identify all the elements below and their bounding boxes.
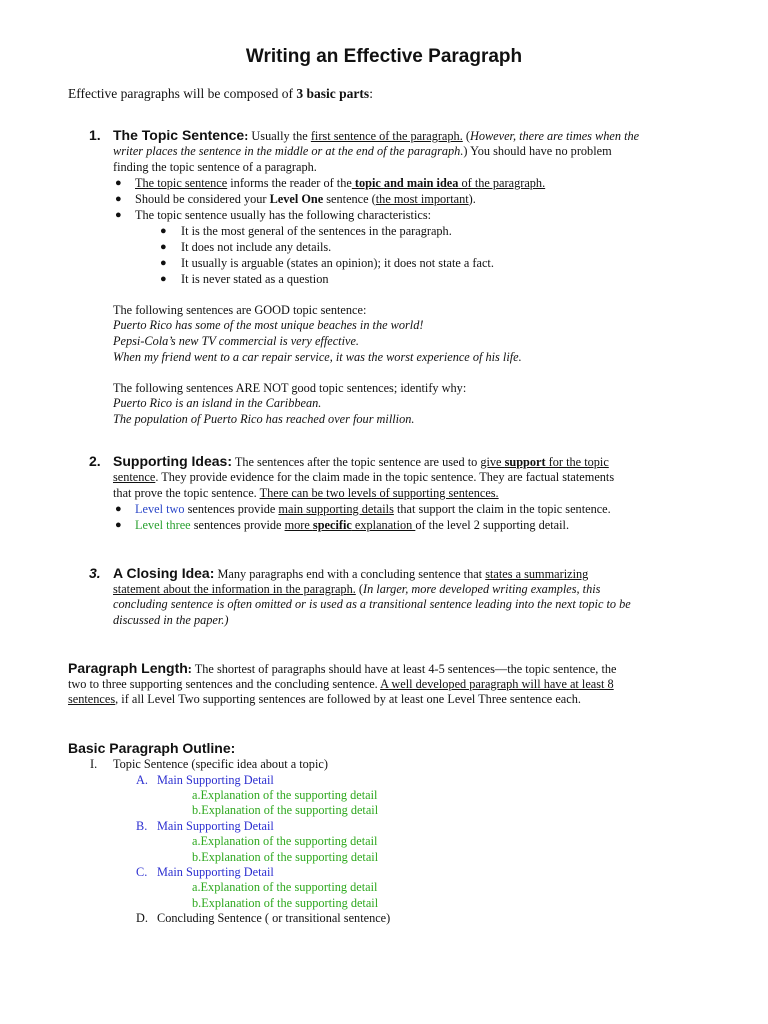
length-line-2 [68, 677, 614, 692]
topic-b1b: informs the reader of the [227, 176, 352, 190]
closing-line-2 [113, 582, 600, 597]
sub-letter: a. [192, 788, 201, 802]
support-b1d: that support the claim in the topic sentence. [393, 502, 611, 516]
support-l1c: support [504, 455, 546, 469]
good-example-1: Puerto Rico has some of the most unique beaches in the world! [113, 318, 424, 332]
length-line-1 [68, 661, 616, 677]
closing-line-3: concluding sentence is often omitted or is used as a transitional sentence leading into the next topic to be [113, 597, 631, 611]
topic-p1-paren: ( [462, 129, 470, 143]
outline-letter-c: C. [136, 865, 148, 879]
outline-sub-c-a [192, 880, 377, 895]
topic-line-3: finding the topic sentence of a paragraph. [113, 160, 317, 174]
topic-sub-1: It is the most general of the sentences in the paragraph. [181, 224, 452, 238]
topic-bullet-1 [135, 176, 545, 191]
section-2-number: 2. [89, 453, 101, 469]
support-l1b: give [480, 455, 505, 469]
topic-heading: The Topic Sentence [113, 127, 245, 143]
sub-bullet-icon: ● [160, 241, 167, 253]
topic-b1d: of the paragraph. [458, 176, 546, 190]
outline-topic-sentence: Topic Sentence (specific idea about a topic) [113, 757, 328, 771]
level-two-label: Level two [135, 502, 185, 516]
bullet-icon: ● [115, 519, 122, 531]
outline-sub-b-b [192, 850, 378, 865]
topic-bullet-2 [135, 192, 476, 207]
support-l1a: The sentences after the topic sentence are used to [232, 455, 481, 469]
sub-bullet-icon: ● [160, 225, 167, 237]
intro-bold: 3 basic parts [296, 86, 370, 101]
good-intro: The following sentences are GOOD topic sentence: [113, 303, 367, 317]
topic-b2e: ). [468, 192, 476, 206]
explanation-text: Explanation of the supporting detail [200, 788, 378, 802]
outline-detail-a: Main Supporting Detail [157, 773, 274, 787]
topic-b1a: The topic sentence [135, 176, 228, 190]
topic-b2a: Should be considered your [135, 192, 270, 206]
outline-detail-c: Main Supporting Detail [157, 865, 274, 879]
length-l3b: , if all Level Two supporting sentences are followed by at least one Level Three sentence each. [115, 692, 581, 706]
topic-bullet-3: The topic sentence usually has the following characteristics: [135, 208, 432, 222]
support-l2b: . They provide evidence for the claim made in the topic sentence. They are factual statements [155, 470, 615, 484]
topic-p1: Usually the [248, 129, 311, 143]
length-l2a: two to three supporting sentences and the concluding sentence. [68, 677, 381, 691]
sub-letter: a. [192, 880, 201, 894]
length-l3a: sentences [68, 692, 116, 706]
topic-sub-2: It does not include any details. [181, 240, 332, 254]
topic-b1c: topic and main idea [351, 176, 459, 190]
topic-l2-italic: writer places the sentence in the middle or at the end of the paragraph. [113, 144, 464, 158]
outline-letter-a: A. [136, 773, 148, 787]
outline-concluding-sentence: Concluding Sentence ( or transitional sentence) [157, 911, 391, 925]
explanation-text: Explanation of the supporting detail [200, 880, 378, 894]
topic-colon: : [244, 129, 249, 143]
intro-text [68, 86, 373, 101]
support-line-3 [113, 486, 499, 501]
intro-post: : [369, 86, 373, 101]
support-heading: Supporting Ideas: [113, 453, 232, 469]
support-line-1 [113, 454, 609, 470]
outline-sub-a-b [192, 803, 378, 818]
outline-heading: Basic Paragraph Outline: [68, 740, 236, 756]
closing-heading: A Closing Idea: [113, 565, 215, 581]
topic-b2c: sentence ( [323, 192, 376, 206]
outline-detail-b: Main Supporting Detail [157, 819, 274, 833]
support-b2c: more [284, 518, 313, 532]
length-line-3 [68, 692, 581, 707]
sub-bullet-icon: ● [160, 257, 167, 269]
closing-line-1 [113, 566, 588, 582]
bad-intro: The following sentences ARE NOT good topic sentences; identify why: [113, 381, 467, 395]
bullet-icon: ● [115, 193, 122, 205]
sub-bullet-icon: ● [160, 273, 167, 285]
section-3-number: 3. [89, 565, 101, 581]
closing-l1b: states a summarizing [485, 567, 589, 581]
support-line-2 [113, 470, 614, 485]
topic-p1-italic: However, there are times when the [469, 129, 640, 143]
bad-example-1: Puerto Rico is an island in the Caribbean. [113, 396, 322, 410]
outline-roman-1: I. [90, 757, 98, 771]
outline-sub-c-b [192, 896, 378, 911]
explanation-text: Explanation of the supporting detail [201, 850, 379, 864]
support-l3b: There can be two levels of supporting sentences. [259, 486, 499, 500]
support-bullet-2 [135, 518, 569, 533]
closing-l2a: statement about the information in the paragraph. [113, 582, 356, 596]
explanation-text: Explanation of the supporting detail [200, 834, 378, 848]
closing-l2c: In larger, more developed writing examples, this [362, 582, 601, 596]
support-l1d: for the topic [545, 455, 609, 469]
sub-letter: b. [192, 850, 202, 864]
page-title: Writing an Effective Paragraph [245, 46, 523, 67]
topic-b2d: the most important [375, 192, 469, 206]
outline-sub-b-a [192, 834, 377, 849]
bullet-icon: ● [115, 177, 122, 189]
sub-letter: b. [192, 803, 202, 817]
support-b2f: of the level 2 supporting detail. [415, 518, 570, 532]
topic-p1-underlined: first sentence of the paragraph. [310, 129, 463, 143]
length-l1: The shortest of paragraphs should have at least 4-5 sentences—the topic sentence, the [191, 662, 617, 676]
topic-line-2 [113, 144, 612, 159]
topic-b2b: Level One [269, 192, 324, 206]
topic-line-1 [113, 128, 639, 144]
support-b2e: explanation [351, 518, 416, 532]
sub-letter: b. [192, 896, 202, 910]
intro-pre: Effective paragraphs will be composed of [68, 86, 297, 101]
topic-sub-4: It is never stated as a question [181, 272, 329, 286]
section-1-number: 1. [89, 127, 101, 143]
support-bullet-1 [135, 502, 611, 517]
length-l2b: A well developed paragraph will have at least 8 [380, 677, 614, 691]
sub-letter: a. [192, 834, 201, 848]
bullet-icon: ● [115, 503, 122, 515]
support-b1c: main supporting details [278, 502, 394, 516]
outline-letter-d: D. [136, 911, 148, 925]
support-l2a: sentence [113, 470, 156, 484]
good-example-3: When my friend went to a car repair service, it was the worst experience of his life. [113, 350, 522, 364]
outline-letter-b: B. [136, 819, 148, 833]
topic-l2: ) You should have no problem [463, 144, 612, 158]
topic-sub-3: It usually is arguable (states an opinion); it does not state a fact. [181, 256, 494, 270]
closing-l1a: Many paragraphs end with a concluding sentence that [214, 567, 486, 581]
support-b2b: sentences provide [190, 518, 285, 532]
length-colon: : [187, 662, 192, 676]
good-example-2: Pepsi-Cola’s new TV commercial is very effective. [113, 334, 359, 348]
support-l3a: that prove the topic sentence. [113, 486, 260, 500]
explanation-text: Explanation of the supporting detail [201, 803, 379, 817]
explanation-text: Explanation of the supporting detail [201, 896, 379, 910]
support-b1b: sentences provide [184, 502, 279, 516]
closing-line-4: discussed in the paper.) [113, 613, 229, 627]
bullet-icon: ● [115, 209, 122, 221]
bad-example-2: The population of Puerto Rico has reached over four million. [113, 412, 415, 426]
closing-l2b: ( [355, 582, 363, 596]
outline-sub-a-a [192, 788, 377, 803]
level-three-label: Level three [135, 518, 191, 532]
support-b2d: specific [312, 518, 352, 532]
length-heading: Paragraph Length [68, 660, 188, 676]
